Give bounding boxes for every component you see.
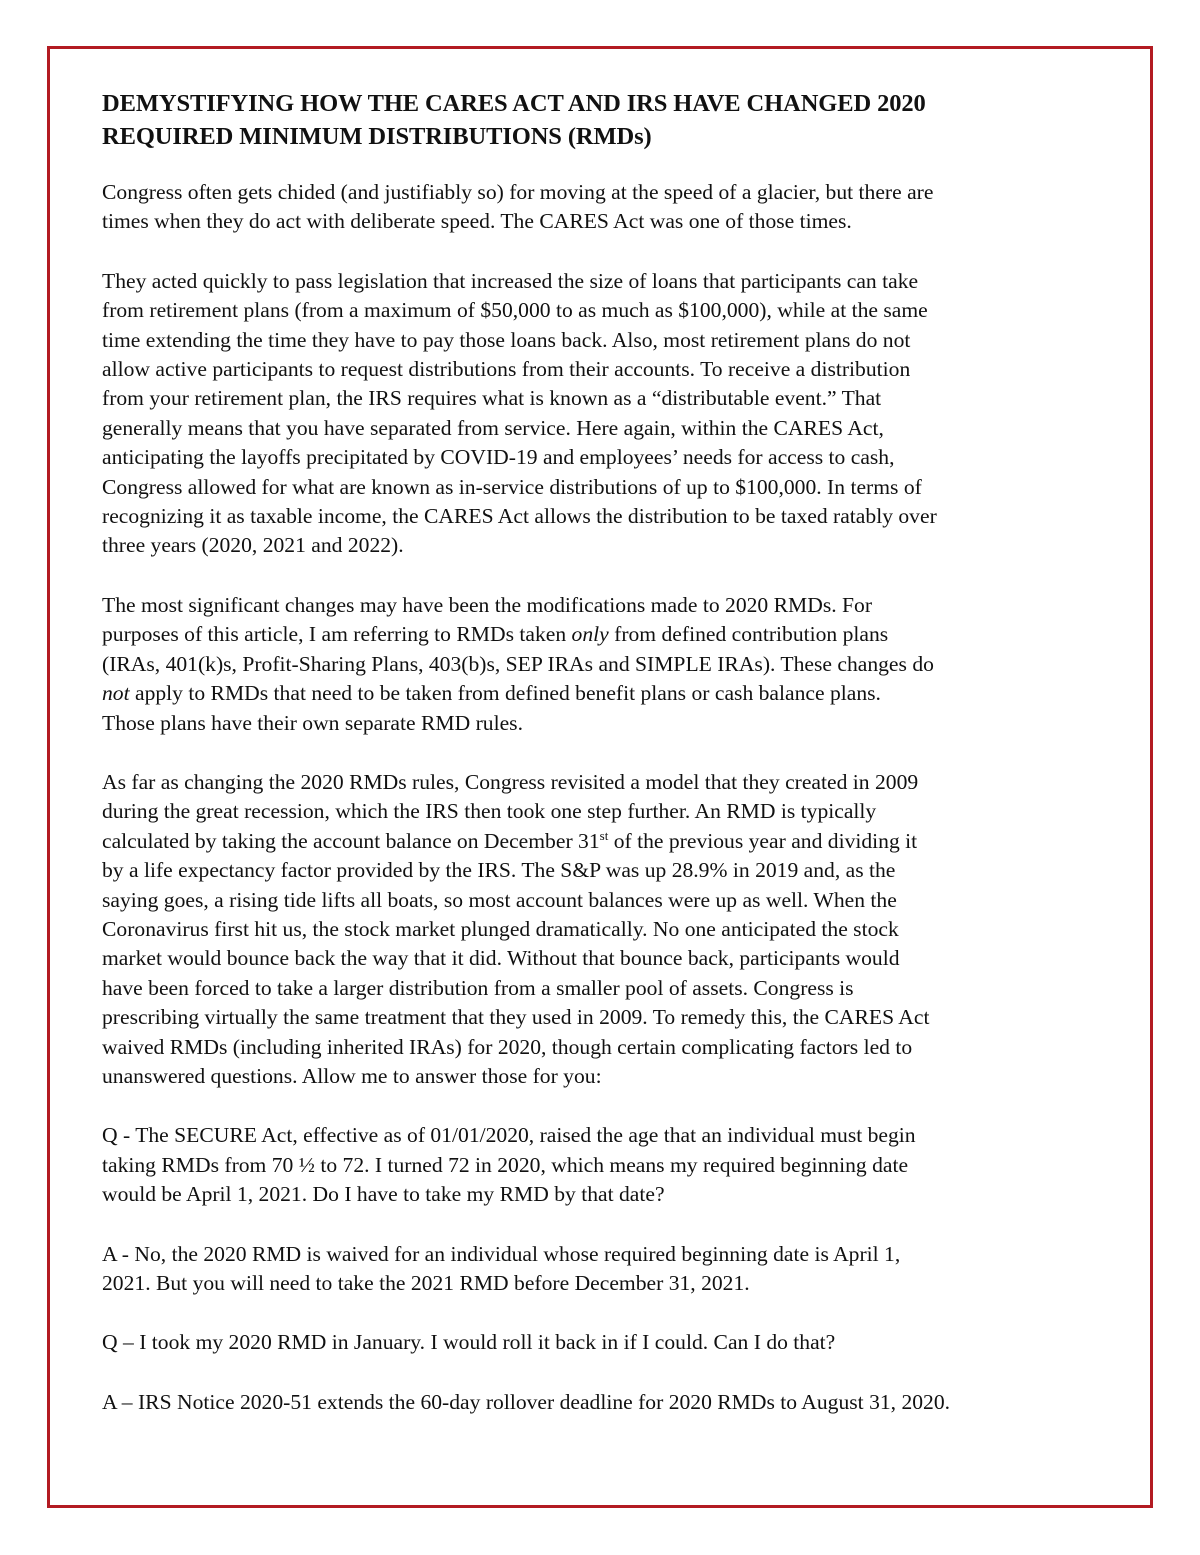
question-2: Q – I took my 2020 RMD in January. I would roll it back in if I could. Can I do that?: [102, 1330, 836, 1355]
page-frame: [47, 46, 1153, 1508]
emphasis-not: not: [102, 681, 130, 706]
article: [102, 87, 1102, 1417]
answer-2: A – IRS Notice 2020-51 extends the 60-day rollover deadline for 2020 RMDs to August 31, 2020.: [102, 1389, 951, 1414]
paragraph-rmd-changes: [102, 591, 1102, 738]
answer-1: A - No, the 2020 RMD is waived for an individual whose required beginning date is April 1, 2021. But you will need to take the 2021 RMD before December 31, 2021.: [102, 1241, 901, 1295]
paragraph-loans: They acted quickly to pass legislation that increased the size of loans that participants can take from retirement plans (from a maximum of $50,000 to as much as $100,000), while at the same time extending the time they have to pay those loans back. Also, most retirement plans do not allow active participants to request distributions from their accounts. To receive a distribution from your retirement plan, the IRS requires what is known as a “distributable event.” That generally means that you have separated from service. Here again, within the CARES Act, anticipating the layoffs precipitated by COVID-19 and employees’ needs for access to cash, Congress allowed for what are known as in-service distributions of up to $100,000. In terms of recognizing it as taxable income, the CARES Act allows the distribution to be taxed ratably over three years (2020, 2021 and 2022).: [102, 268, 937, 558]
text-span: As far as changing the 2020 RMDs rules, Congress revisited a model that they created in 2009 during the great recession, which the IRS then took one step further. An RMD is typically calculated by taking the account balance on December 31: [102, 769, 919, 853]
title-line-2: REQUIRED MINIMUM DISTRIBUTIONS (RMDs): [102, 123, 652, 150]
question-1: Q - The SECURE Act, effective as of 01/01/2020, raised the age that an individual must begin taking RMDs from 70 ½ to 72. I turned 72 in 2020, which means my required beginning date would be April 1, 2021. Do I have to take my RMD by that date?: [102, 1123, 916, 1207]
text-span: of the previous year and dividing it by a life expectancy factor provided by the IRS. The S&P was up 28.9% in 2019 and, as the saying goes, a rising tide lifts all boats, so most account balances were up as well. When the Coronavirus first hit us, the stock market plunged dramatically. No one anticipated the stock market would bounce back the way that it did. Without that bounce back, participants would have been forced to take a larger distribution from a smaller pool of assets. Congress is prescribing virtually the same treatment that they used in 2009. To remedy this, the CARES Act waived RMDs (including inherited IRAs) for 2020, though certain complicating factors led to unanswered questions. Allow me to answer those for you:: [102, 828, 930, 1088]
text-span: The most significant changes may have been the modifications made to 2020 RMDs. For purposes of this article, I am referring to RMDs taken: [102, 592, 873, 647]
title-line-1: DEMYSTIFYING HOW THE CARES ACT AND IRS HAVE CHANGED 2020: [102, 90, 926, 117]
text-span: apply to RMDs that need to be taken from defined benefit plans or cash balance plans. Those plans have their own separate RMD rules.: [102, 681, 881, 735]
paragraph-intro: Congress often gets chided (and justifiably so) for moving at the speed of a glacier, but there are times when they do act with deliberate speed. The CARES Act was one of those times.: [102, 180, 934, 234]
article-title: [102, 87, 1102, 153]
emphasis-only: only: [571, 622, 609, 647]
superscript: st: [599, 827, 609, 843]
paragraph-rmd-rules: [102, 768, 1102, 1091]
text-span: from defined contribution plans (IRAs, 401(k)s, Profit-Sharing Plans, 403(b)s, SEP IRAs and SIMPLE IRAs). These changes do: [102, 622, 934, 676]
